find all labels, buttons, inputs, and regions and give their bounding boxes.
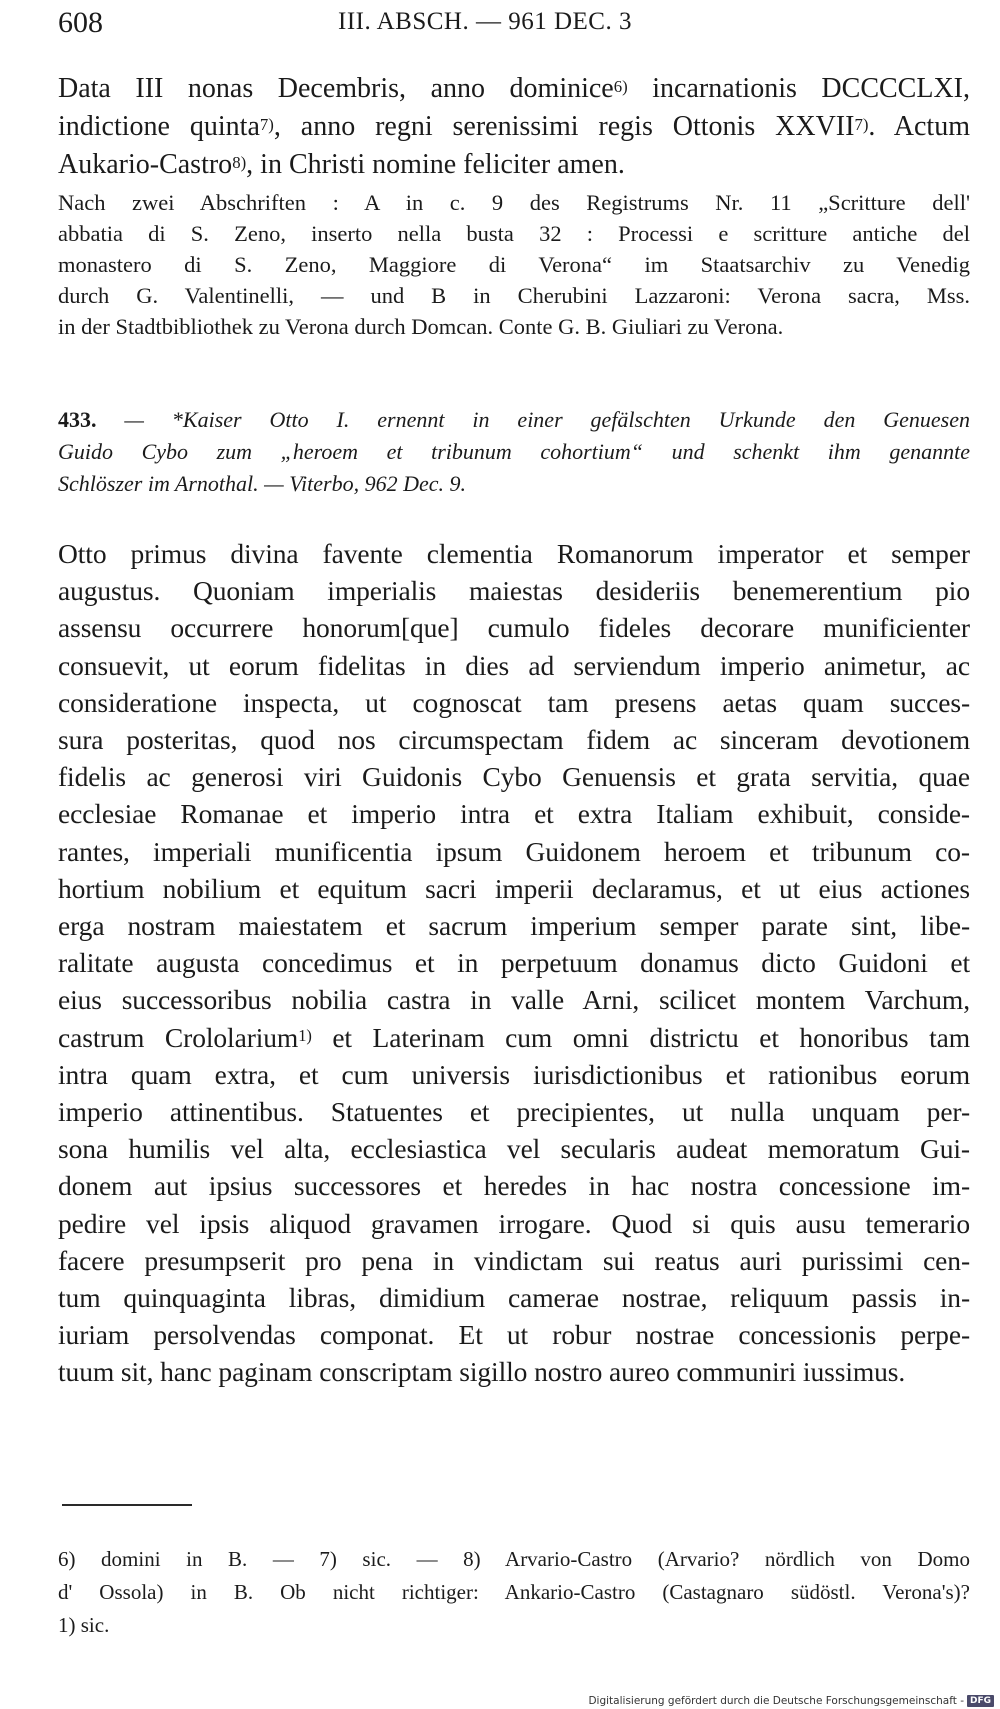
source-note-line: durch G. Valentinelli, — und B in Cherubini Lazzaroni: Verona sacra, Mss. xyxy=(58,283,970,308)
charter-text-line: consideratione inspecta, ut cognoscat tam presens aetas quam succes- xyxy=(58,686,970,718)
charter-text-line: tum quinquaginta libras, dimidium camerae nostrae, reliquum passis in- xyxy=(58,1282,970,1314)
charter-text-line: ralitate augusta concedimus et in perpetuum donamus dicto Guidoni et xyxy=(58,947,970,979)
text-fragment: castrum Crololarium xyxy=(58,1021,299,1053)
charter-text-line: intra quam extra, et cum universis iurisdictionibus et rationibus eorum xyxy=(58,1058,970,1090)
footnote-rule xyxy=(62,1504,192,1506)
footnote-marker: 1) xyxy=(298,1025,312,1045)
source-note-line: abbatia di S. Zeno, inserto nella busta 32 : Processi e scritture antiche del xyxy=(58,221,970,246)
dating-clause-line xyxy=(58,108,970,146)
charter-text-line: consuevit, ut eorum fidelitas in dies ad serviendum imperio animetur, ac xyxy=(58,649,970,681)
charter-text-line: pedire vel ipsis aliquod gravamen irrogare. Quod si quis ausu temerario xyxy=(58,1207,970,1239)
footnote-marker: 7) xyxy=(854,115,869,134)
regest-number: 433. xyxy=(58,407,97,432)
digitization-text: Digitalisierung gefördert durch die Deutsche Forschungsgemeinschaft - xyxy=(588,1695,964,1707)
text-fragment: . Actum xyxy=(868,111,970,142)
text-fragment: indictione quinta xyxy=(58,111,260,142)
footnote-line: d' Ossola) in B. Ob nicht richtiger: Ankario-Castro (Castagnaro südöstl. Verona's)? xyxy=(58,1580,970,1604)
source-note xyxy=(58,187,970,342)
source-note-line: monastero di S. Zeno, Maggiore di Verona“ im Staatsarchiv zu Venedig xyxy=(58,252,970,277)
charter-text-line xyxy=(58,1019,970,1056)
digitization-credit xyxy=(588,1695,994,1707)
footnote-marker: 6) xyxy=(613,77,628,96)
footnote-marker: 7) xyxy=(259,115,274,134)
text-fragment: , in Christi nomine feliciter amen. xyxy=(246,149,625,180)
text-fragment: , anno regni serenissimi regis Ottonis XXVII xyxy=(273,111,855,142)
charter-text-line: facere presumpserit pro pena in vindictam sui reatus auri purissimi cen- xyxy=(58,1244,970,1276)
regest-line xyxy=(58,404,970,436)
dfg-logo: DFG xyxy=(967,1695,994,1707)
charter-text-line: ecclesiae Romanae et imperio intra et extra Italiam exhibuit, conside- xyxy=(58,798,970,830)
regest-entry xyxy=(58,404,970,500)
footnotes xyxy=(58,1543,970,1642)
footnote-line: 1) sic. xyxy=(58,1613,110,1637)
page-header xyxy=(58,6,940,42)
dating-clause xyxy=(58,70,970,184)
charter-text-line: eius successoribus nobilia castra in valle Arni, scilicet montem Varchum, xyxy=(58,984,970,1016)
text-fragment: Aukario-Castro xyxy=(58,149,233,180)
charter-text-line: assensu occurrere honorum[que] cumulo fideles decorare munificienter xyxy=(58,612,970,644)
text-fragment: et Laterinam cum omni districtu et honoribus tam xyxy=(311,1021,971,1053)
charter-text-line: Otto primus divina favente clementia Romanorum imperator et semper xyxy=(58,538,970,569)
source-note-line: in der Stadtbibliothek zu Verona durch Domcan. Conte G. B. Giuliari zu Verona. xyxy=(58,314,784,339)
text-fragment: Data III nonas Decembris, anno dominice xyxy=(58,73,614,104)
dating-clause-line xyxy=(58,146,970,184)
source-note-line: Nach zwei Abschriften : A in c. 9 des Registrums Nr. 11 „Scritture dell' xyxy=(58,190,970,215)
text-fragment: incarnationis DCCCCLXI, xyxy=(627,73,970,104)
charter-text-line: fidelis ac generosi viri Guidonis Cybo Genuensis et grata servitia, quae xyxy=(58,761,970,793)
footnote-marker: 8) xyxy=(232,153,247,172)
regest-text: — *Kaiser Otto I. ernennt in einer gefälschten Urkunde den Genuesen xyxy=(96,407,970,432)
charter-text-line: donem aut ipsius successores et heredes in hac nostra concessione im- xyxy=(58,1170,970,1202)
regest-line: Guido Cybo zum „heroem et tribunum cohortium“ und schenkt ihm genannte xyxy=(58,439,970,464)
footnote-line: 6) domini in B. — 7) sic. — 8) Arvario-Castro (Arvario? nördlich von Domo xyxy=(58,1547,970,1571)
charter-text-line: erga nostram maiestatem et sacrum imperium semper parate sint, libe- xyxy=(58,910,970,942)
page-number: 608 xyxy=(58,6,103,39)
charter-text-line: imperio attinentibus. Statuentes et precipientes, ut nulla unquam per- xyxy=(58,1096,970,1128)
charter-text-line: rantes, imperiali munificentia ipsum Guidonem heroem et tribunum co- xyxy=(58,835,970,867)
charter-text-line: sona humilis vel alta, ecclesiastica vel secularis audeat memoratum Gui- xyxy=(58,1133,970,1165)
running-title: III. ABSCH. — 961 DEC. 3 xyxy=(338,8,632,35)
charter-text xyxy=(58,535,970,1391)
charter-text-line: augustus. Quoniam imperialis maiestas desideriis benemerentium pio xyxy=(58,575,970,607)
dating-clause-line xyxy=(58,70,970,108)
charter-text-line: hortium nobilium et equitum sacri imperii declaramus, et ut eius actiones xyxy=(58,872,970,904)
regest-line: Schlöszer im Arnothal. — Viterbo, 962 Dec. 9. xyxy=(58,471,466,496)
charter-text-line: iuriam persolvendas componat. Et ut robur nostrae concessionis perpe- xyxy=(58,1319,970,1351)
charter-text-line: tuum sit, hanc paginam conscriptam sigillo nostro aureo communiri iussimus. xyxy=(58,1356,906,1388)
charter-text-line: sura posteritas, quod nos circumspectam fidem ac sinceram devotionem xyxy=(58,724,970,756)
